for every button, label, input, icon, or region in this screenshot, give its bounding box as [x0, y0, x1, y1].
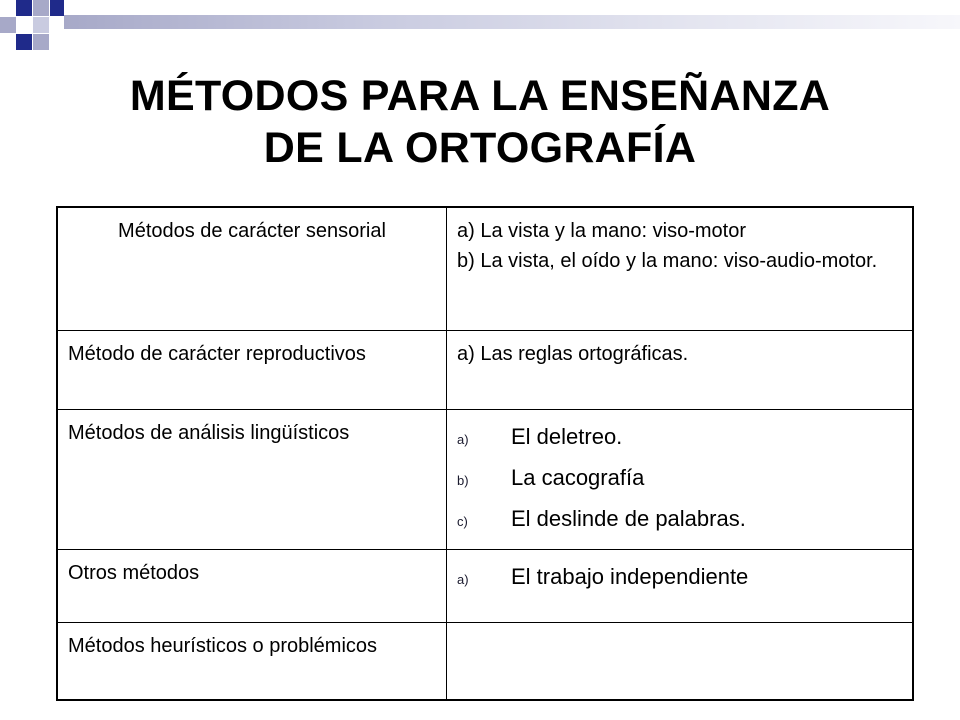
method-name-cell: Otros métodos	[57, 550, 447, 623]
title-line-2: DE LA ORTOGRAFÍA	[263, 124, 697, 172]
list-marker: a)	[457, 572, 469, 587]
title-line-1: MÉTODOS PARA LA ENSEÑANZA	[129, 72, 831, 120]
methods-table	[56, 206, 914, 701]
detail-line: a) La vista y la mano: viso-motor	[457, 220, 746, 242]
deco-square-dark-3	[16, 34, 32, 50]
table-row	[57, 623, 913, 701]
decorative-header-bar	[64, 15, 960, 29]
page-title	[40, 70, 920, 174]
deco-square-light-4	[33, 34, 49, 50]
list-item-text: La cacografía	[511, 465, 645, 490]
list-item-text: El deletreo.	[511, 424, 623, 449]
method-detail-cell	[447, 331, 914, 410]
list-item	[457, 459, 902, 500]
method-name-cell: Método de carácter reproductivos	[57, 331, 447, 410]
detail-line: a) Las reglas ortográficas.	[457, 343, 689, 365]
method-detail-cell	[447, 207, 914, 331]
table-row	[57, 550, 913, 623]
method-detail-cell	[447, 410, 914, 550]
table-row	[57, 410, 913, 550]
detail-line: b) La vista, el oído y la mano: viso-audio-motor.	[457, 250, 878, 272]
decorative-squares	[0, 0, 80, 70]
list-item-text: El deslinde de palabras.	[511, 506, 746, 531]
list-item	[457, 418, 902, 459]
method-name-cell: Métodos de carácter sensorial	[57, 207, 447, 331]
method-name-cell: Métodos de análisis lingüísticos	[57, 410, 447, 550]
list-marker: c)	[457, 514, 468, 529]
list-marker: a)	[457, 432, 469, 447]
deco-square-light-1	[33, 0, 49, 16]
deco-square-dark-2	[50, 0, 64, 16]
table-row	[57, 331, 913, 410]
deco-square-light-3	[33, 17, 49, 33]
deco-square-dark-1	[16, 0, 32, 16]
method-name-cell: Métodos heurísticos o problémicos	[57, 623, 447, 701]
list-item	[457, 500, 902, 541]
method-detail-cell	[447, 623, 914, 701]
list-marker: b)	[457, 473, 469, 488]
table-row	[57, 207, 913, 331]
deco-square-light-2	[0, 17, 16, 33]
list-item-text: El trabajo independiente	[511, 564, 749, 589]
method-detail-cell	[447, 550, 914, 623]
list-item	[457, 558, 902, 599]
